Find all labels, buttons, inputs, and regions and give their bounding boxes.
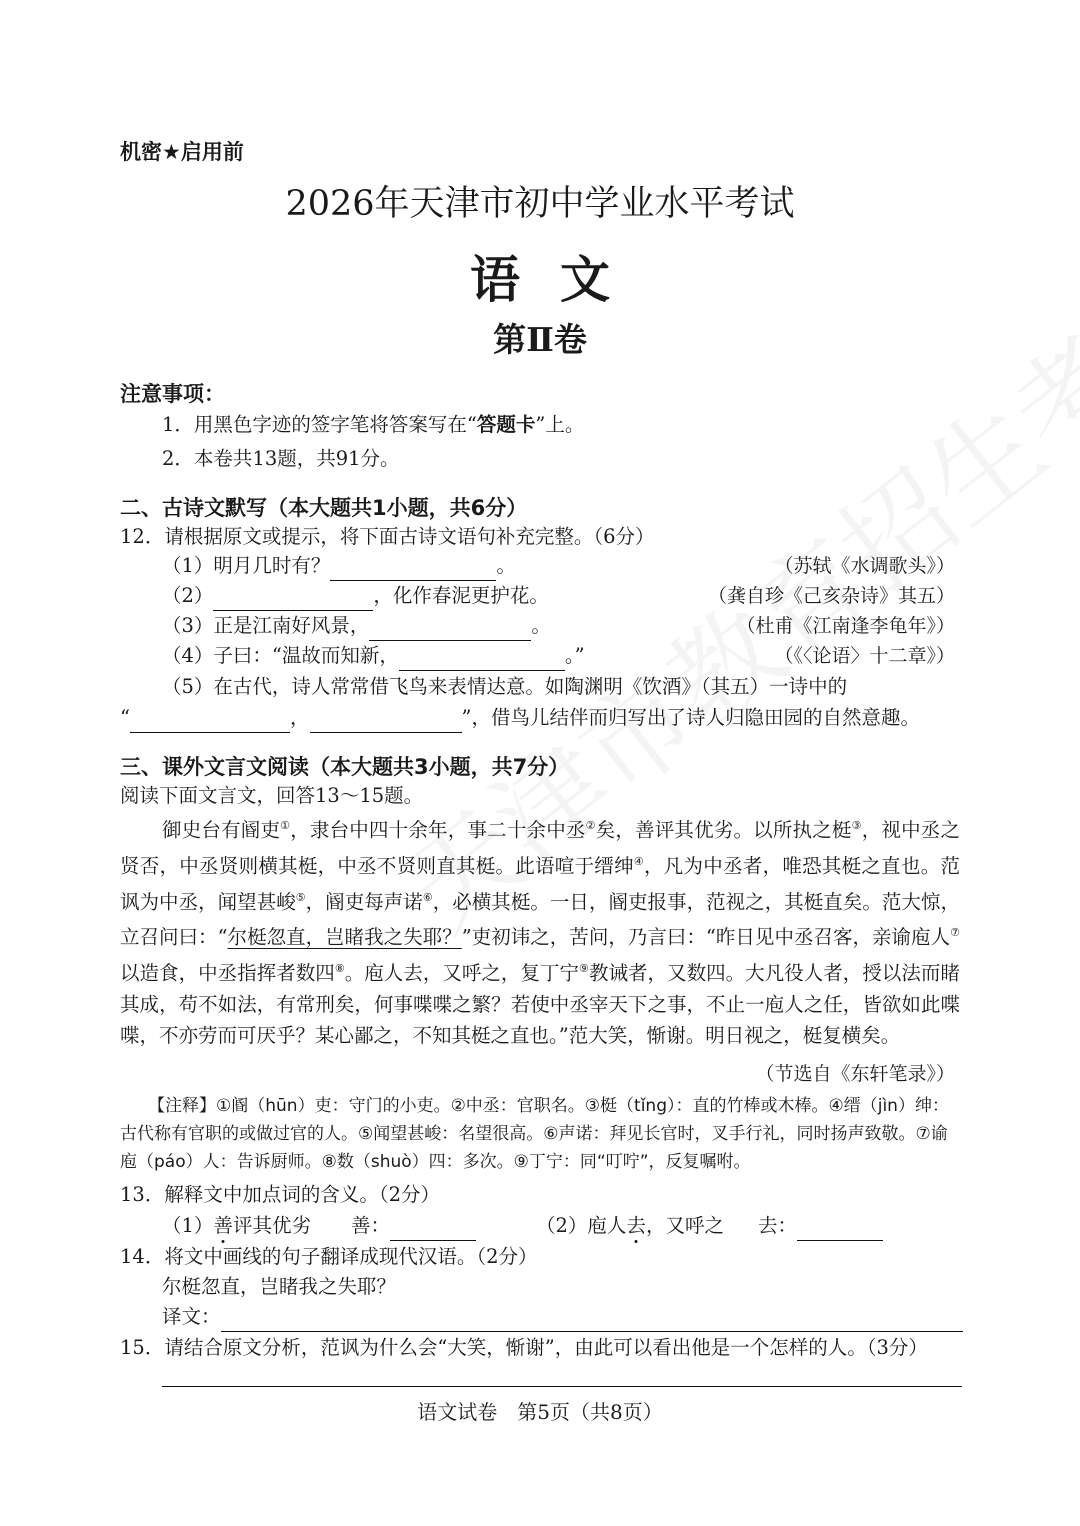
q12-source-1: （苏轼《水调歌头》）: [774, 555, 955, 577]
answer-blank[interactable]: [221, 1309, 963, 1332]
confidential-label: 机密★启用前: [120, 140, 244, 164]
footer-rule: [162, 1386, 962, 1387]
q12-line-4: （4）子曰：“温故而知新， 。”: [162, 641, 585, 671]
q13-item-2: （2）庖人去，又呼之 去：: [536, 1211, 883, 1241]
q14-sentence: 尔梃忽直，岂睹我之失耶？: [162, 1275, 397, 1298]
subject-title: 语文: [470, 250, 650, 309]
annotations: 【注释】①阍（hūn）吏：守门的小吏。②中丞：官职名。③梃（tǐng）：直的竹棒或木棒。④缙（jìn）绅：古代称有官职的或做过官的人。⑤闻望甚峻：名望很高。⑥声诺：拜见长官时，叉手行礼，同时扬声致敬。⑦谕庖（páo）人：告诉厨师。⑧数（shuò）四：多次。⑨丁宁：同“叮咛”，反复嘱咐。: [120, 1096, 949, 1172]
answer-blank[interactable]: [213, 588, 373, 611]
answer-blank[interactable]: [330, 558, 496, 581]
q12-source-4: （《〈论语〉十二章》）: [774, 645, 955, 667]
answer-blank[interactable]: [399, 648, 565, 671]
notice-item-1: 1．用黑色字迹的签字笔将答案写在“答题卡”上。: [162, 413, 585, 436]
section3-heading: 三、课外文言文阅读（本大题共3小题，共7分）: [120, 755, 570, 779]
q12-source-3: （杜甫《江南逢李龟年》）: [736, 615, 955, 637]
q12-line-5a: （5）在古代，诗人常常借飞鸟来表情达意。如陶渊明《饮酒》（其五）一诗中的: [162, 675, 848, 698]
passage-source: （节选自《东轩笔录》）: [755, 1063, 955, 1085]
question-12: 12．请根据原文或提示，将下面古诗文语句补充完整。（6分）: [120, 525, 655, 548]
question-15: 15．请结合原文分析，范讽为什么会“大笑，惭谢”，由此可以看出他是一个怎样的人。（3分）: [120, 1336, 928, 1359]
q12-line-5b: “ ， ”，借鸟儿结伴而归写出了诗人归隐田园的自然意趣。: [120, 703, 920, 733]
answer-blank[interactable]: [310, 710, 462, 733]
classical-passage: 御史台有阍吏①，隶台中四十余年，事二十余中丞②矣，善评其优劣。以所执之梃③，视中丞之贤否，中丞贤则横其梃，中丞不贤则直其梃。此语喧于缙绅④，凡为中丞者，唯恐其梃之直也。范讽为中丞，闻望甚峻⑤，阍吏每声诺⑥，必横其梃。一日，阍吏报事，范视之，其梃直矣。范大惊，立召问曰：“尔梃忽直，岂睹我之失耶？”吏初讳之，苦问，乃言曰：“昨日见中丞召客，亲谕庖人⑦以造食，中丞指挥者数四⑧。庖人去，又呼之，复丁宁⑨教诫者，又数四。大凡役人者，授以法而睹其成，苟不如法，有常刑矣，何事喋喋之繁？若使中丞宰天下之事，不止一庖人之任，皆欲如此喋喋，不亦劳而可厌乎？某心鄙之，不知其梃之直也。”范大笑，惭谢。明日视之，梃复横矣。: [120, 818, 960, 1048]
exam-title: 2026年天津市初中学业水平考试: [285, 184, 795, 224]
underlined-sentence: 尔梃忽直，岂睹我之失耶？: [227, 925, 462, 949]
question-13: 13．解释文中加点词的含义。（2分）: [120, 1183, 440, 1206]
notice-item-2: 2．本卷共13题，共91分。: [162, 447, 400, 470]
answer-blank[interactable]: [390, 1218, 476, 1241]
q12-line-3: （3）正是江南好风景， 。: [162, 611, 551, 641]
question-14: 14．将文中画线的句子翻译成现代汉语。（2分）: [120, 1245, 538, 1268]
volume-title: 第Ⅱ卷: [493, 320, 587, 359]
section2-heading: 二、古诗文默写（本大题共1小题，共6分）: [120, 496, 528, 520]
q14-answer-line: 译文：: [162, 1302, 963, 1332]
section3-intro: 阅读下面文言文，回答13～15题。: [120, 784, 424, 807]
q13-item-1: （1）善评其优劣 善：: [162, 1211, 476, 1241]
q12-line-1: （1）明月几时有？ 。: [162, 551, 516, 581]
notice-heading: 注意事项：: [120, 382, 225, 406]
answer-blank[interactable]: [797, 1218, 883, 1241]
dotted-word: 善: [213, 1214, 233, 1237]
q12-line-2: （2） ，化作春泥更护花。: [162, 581, 549, 611]
page-footer: 语文试卷 第5页（共8页）: [417, 1400, 663, 1424]
answer-blank[interactable]: [369, 618, 531, 641]
answer-blank[interactable]: [130, 710, 290, 733]
q12-source-2: （龚自珍《己亥杂诗》其五）: [707, 585, 955, 607]
dotted-word: 去: [626, 1214, 646, 1237]
